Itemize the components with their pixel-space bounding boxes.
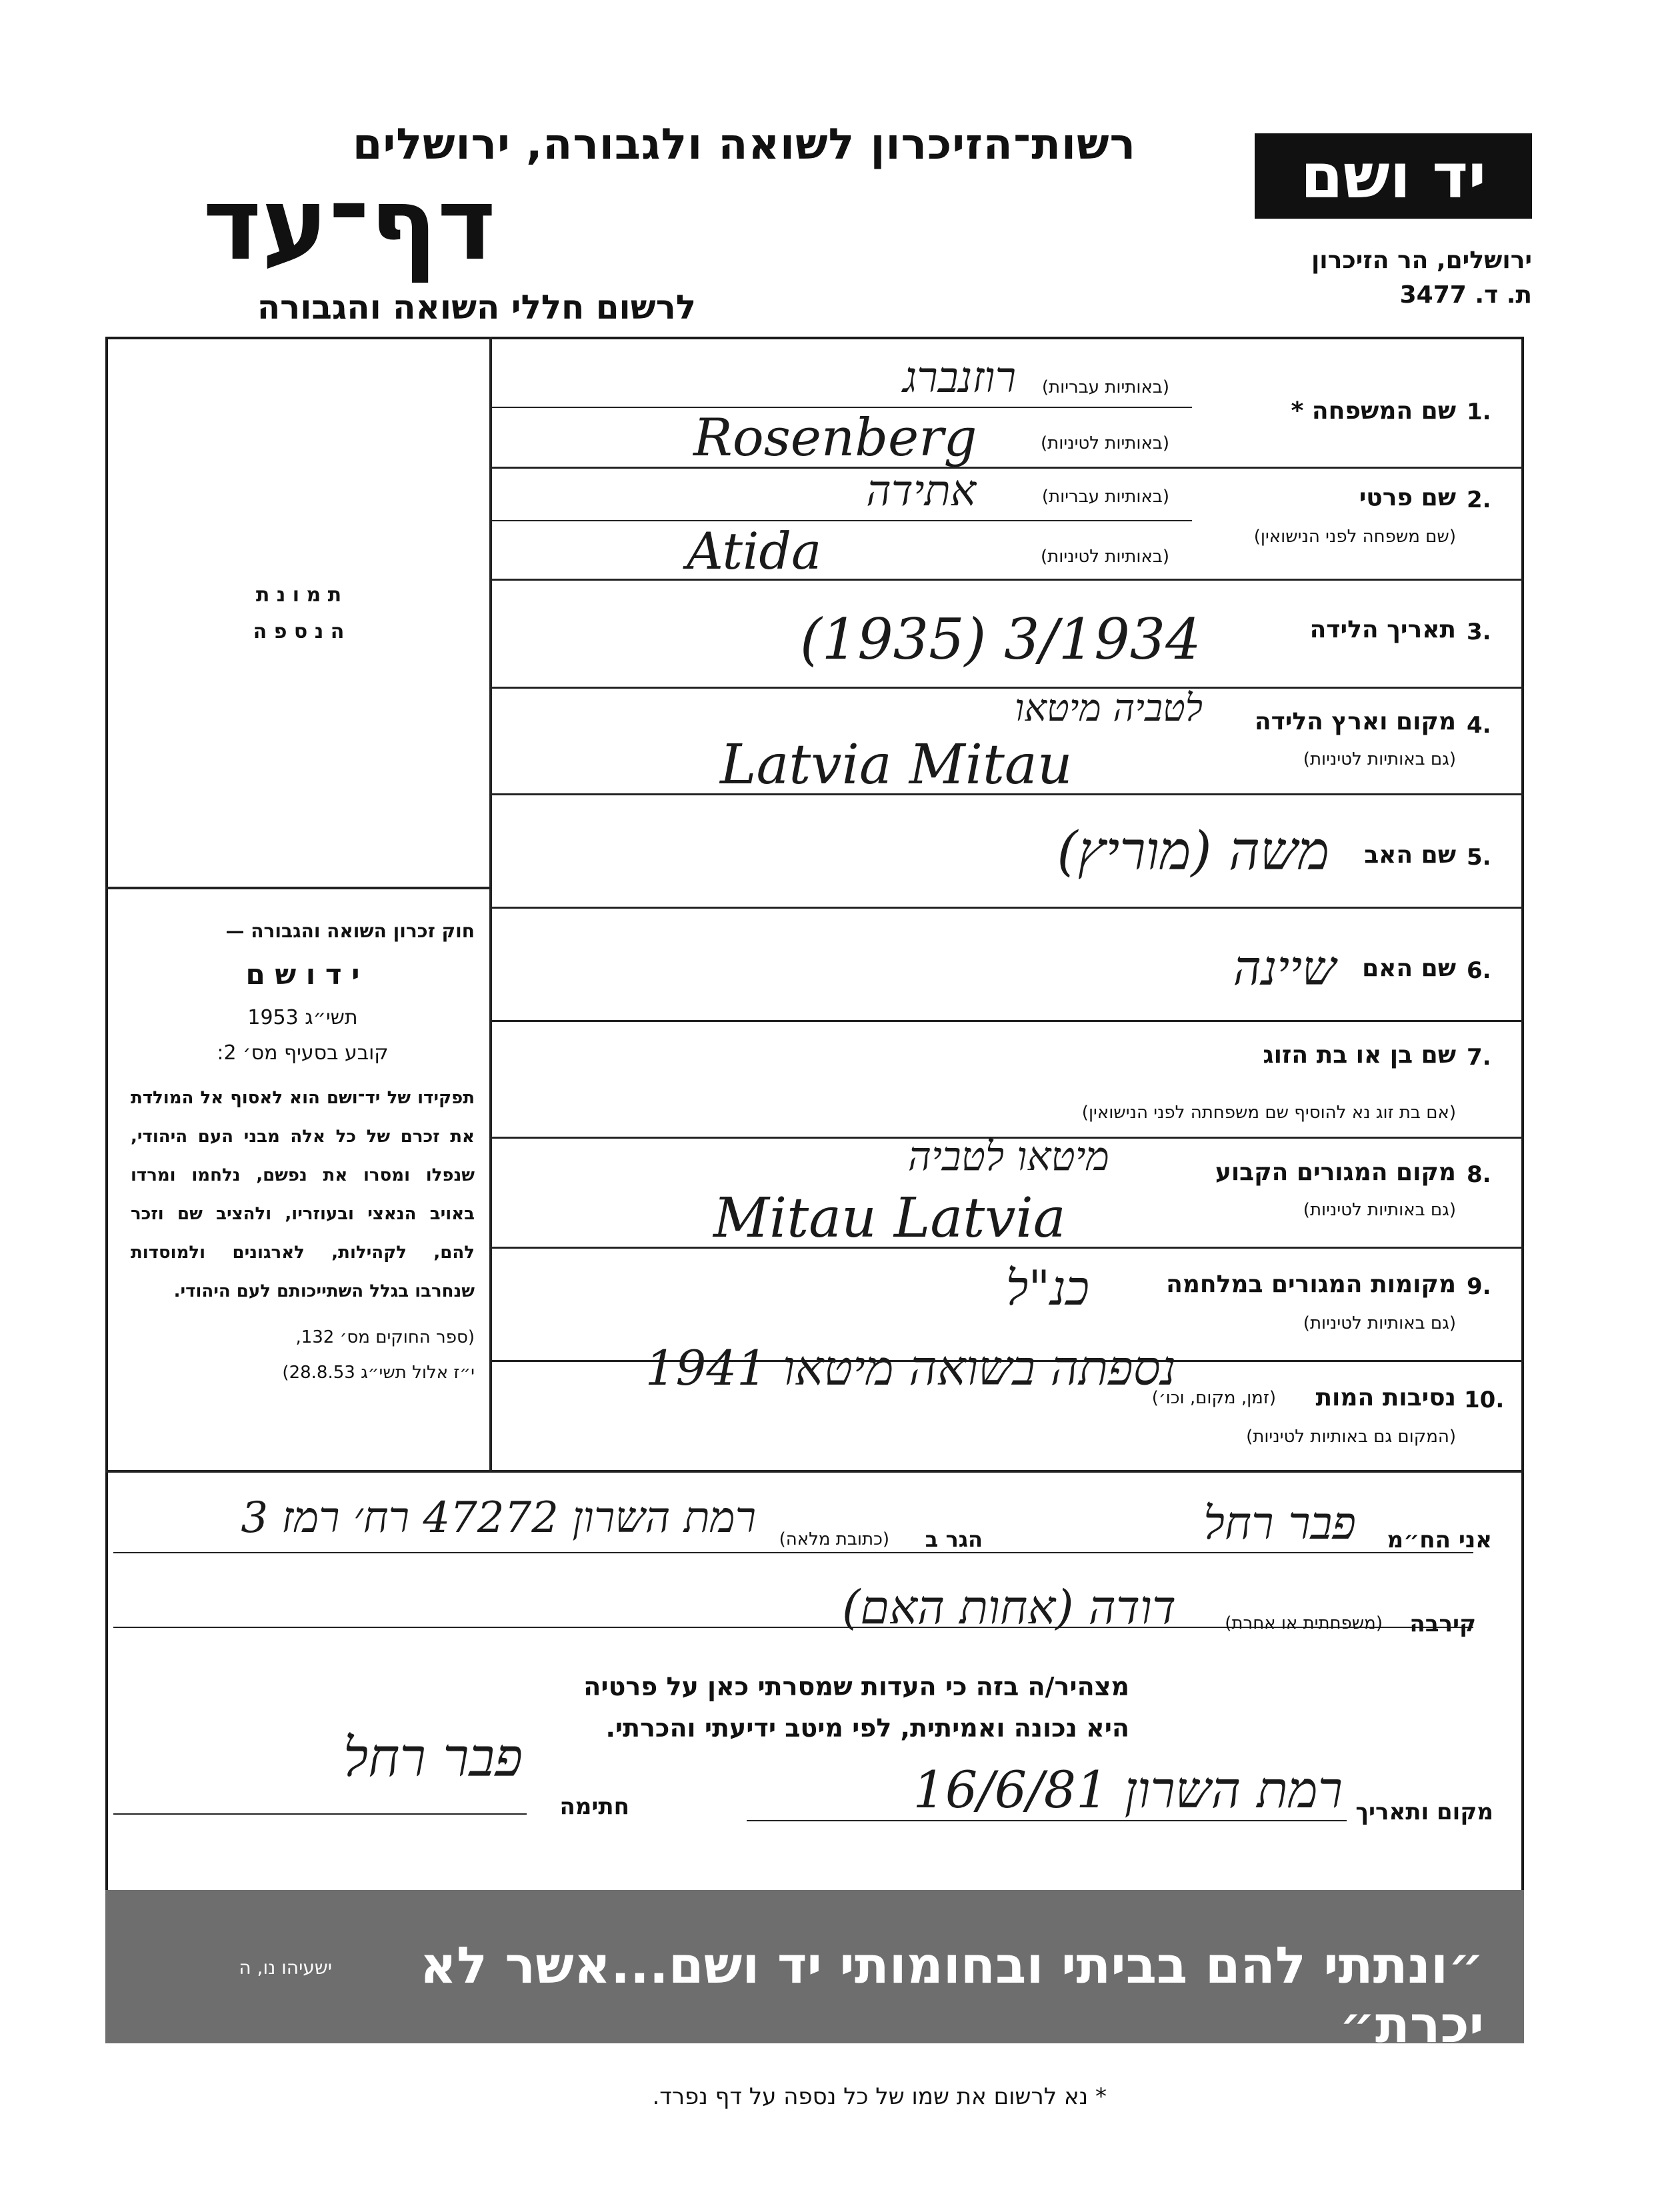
field-8-value-latin[interactable]: Mitau Latvia [713,1187,1066,1250]
logo-text: יד ושם [1300,140,1487,212]
field-2-number: 2. [1467,487,1491,513]
declarant-address-note: (כתובת מלאה) [779,1529,889,1549]
law-name: י ד ו ש ם [245,958,360,991]
field-3-value[interactable]: (1935) 3/1934 [800,607,1201,672]
declarant-relation-value[interactable]: דודה (אחות האם) [841,1580,1176,1635]
footnote-mark: * [1095,2083,1107,2110]
field-1-sub-latin: (באותיות לטיניות) [1041,433,1169,453]
field-1-value-hebrew[interactable]: רוזנברג [903,353,1016,403]
law-reference-2: י״ז אלול תשי״ג 28.8.53) [282,1363,475,1383]
footnote-text: נא לרשום את שמו של כל נספה על דף נפרד. [652,2083,1089,2110]
declarant-address-label: הגר ב [925,1527,983,1552]
field-8-value-hebrew[interactable]: מיטאו לטביה [907,1133,1109,1180]
row-separator [105,1470,1524,1473]
yad-vashem-logo [1255,133,1532,219]
field-underline [492,520,1192,521]
field-2-sub-latin: (באותיות לטיניות) [1041,547,1169,567]
field-6-label: שם האם [1362,955,1456,982]
address-line-2: ת. ד. 3477 [1399,281,1532,309]
row-separator [492,579,1524,581]
row-separator [492,907,1524,909]
photo-box-divider [105,887,492,889]
field-8-number: 8. [1467,1161,1491,1188]
field-1-value-latin[interactable]: Rosenberg [693,408,977,468]
photo-box [108,339,489,887]
address-line-1: ירושלים, הר הזיכרון [1311,247,1532,274]
field-4-value-latin[interactable]: Latvia Mitau [720,733,1073,797]
field-9-number: 9. [1467,1273,1491,1300]
declaration-line-1: מצהיר/ה בזה כי העדות שמסרתי כאן על פרטיה [583,1672,1129,1701]
field-6-number: 6. [1467,957,1491,984]
law-title: חוק זכרון השואה והגבורה — [225,920,475,942]
law-year: תשי״ג 1953 [247,1006,358,1029]
field-1-number: 1. [1467,399,1491,425]
law-reference-1: (ספר החוקים מס׳ 132, [295,1327,475,1347]
field-10-note: (המקום גם באותיות לטיניות) [1246,1427,1456,1447]
field-1-sub-hebrew: (באותיות עבריות) [1041,377,1169,397]
banner-quote: ״ונתתי להם בביתי ובחומותי יד ושם...אשר לא יכרת״ [419,1935,1484,2054]
law-clause: קובע בסעיף מס׳ 2: [217,1041,389,1065]
banner-source: ישעיהו נו, ה [239,1957,332,1979]
field-5-number: 5. [1467,844,1491,871]
photo-box-line-1: ת מ ו נ ת [255,583,342,607]
field-2-value-latin[interactable]: Atida [687,521,822,581]
field-5-value[interactable]: משה (מוריץ) [1057,820,1329,882]
photo-box-line-2: ה נ ס פ ה [253,619,345,643]
field-4-number: 4. [1467,712,1491,739]
field-3-label: תאריך הלידה [1309,616,1456,643]
field-7-number: 7. [1467,1044,1491,1071]
field-9-label: מקומות המגורים במלחמה [1166,1271,1456,1298]
law-text: תפקידו של יד־ושם הוא לאסוף אל המולדת את זכרם של כל אלה מבני העם היהודי, שנפלו ומסרו את נפשם, נלחמו ומרדו באויב הנאצי ובעוזריו, ולהציב שם וזכר להם, לקהילות, לארגונים ולמוסדות שנחרבו בגלל השתייכותם לעם היהודי. [131,1088,475,1301]
place-date-value[interactable]: רמת השרון 16/6/81 [913,1760,1343,1819]
form-subtitle: לרשום חללי השואה והגבורה [257,288,696,327]
field-8-label: מקום המגורים הקבוע [1215,1159,1456,1186]
field-2-label: שם פרטי [1359,484,1456,511]
signature-label: חתימה [559,1793,629,1820]
declaration-line-2: היא נכונה ואמיתית, לפי מיטב ידיעתי והכרתי. [605,1713,1129,1743]
field-2-note: (שם משפחה לפני הנישואין) [1253,527,1456,547]
field-9-note: (גם באותיות לטיניות) [1303,1313,1456,1333]
declarant-underline-1 [113,1552,1473,1553]
field-1-label: שם המשפחה * [1291,397,1456,425]
field-4-value-hebrew[interactable]: לטביה מיטאו [1015,687,1203,730]
field-3-number: 3. [1467,619,1491,645]
field-8-note: (גם באותיות לטיניות) [1303,1200,1456,1220]
footnote [467,2083,1107,2110]
field-10-value[interactable]: נספתה בשואה מיטאו 1941 [645,1340,1176,1396]
field-2-value-hebrew[interactable]: אתידה [866,467,976,516]
declarant-relation-note: (משפחתית או אחרת) [1225,1613,1383,1633]
declarant-name-value[interactable]: פבר רחל [1203,1497,1356,1550]
declarant-relation-label: קירבה [1409,1611,1476,1637]
field-2-sub-hebrew: (באותיות עבריות) [1041,487,1169,507]
place-date-underline [747,1820,1347,1821]
field-7-label: שם בן או בת הזוג [1263,1041,1456,1069]
form-title: דף־עד [203,167,496,283]
field-10-number: 10. [1464,1387,1505,1413]
law-sidebar [131,913,475,1391]
declarant-address-value[interactable]: רמת השרון 47272 רח׳ רמז 3 [241,1493,756,1543]
place-date-label: מקום ותאריך [1355,1799,1493,1825]
row-separator [492,1020,1524,1022]
field-5-label: שם האב [1364,841,1456,869]
column-divider [489,337,492,1470]
field-4-label: מקום וארץ הלידה [1254,708,1456,735]
authority-title: רשות־הזיכרון לשואה ולגבורה, ירושלים [352,120,1136,169]
quote-banner [105,1890,1524,2054]
field-10-label-note: (זמן, מקום, וכו׳) [1151,1388,1276,1408]
field-7-note: (אם בת זוג נא להוסיף שם משפחתה לפני הנישואין) [1081,1103,1456,1123]
signature-value[interactable]: פבר רחל [343,1727,523,1789]
declarant-name-label: אני הח״מ [1387,1527,1492,1553]
field-9-value[interactable]: כנ"ל [1005,1260,1089,1316]
signature-underline [113,1813,527,1815]
field-4-note: (גם באותיות לטיניות) [1303,749,1456,769]
field-10-label: נסיבות המות [1315,1384,1456,1411]
field-6-value[interactable]: שיינה [1233,940,1336,996]
